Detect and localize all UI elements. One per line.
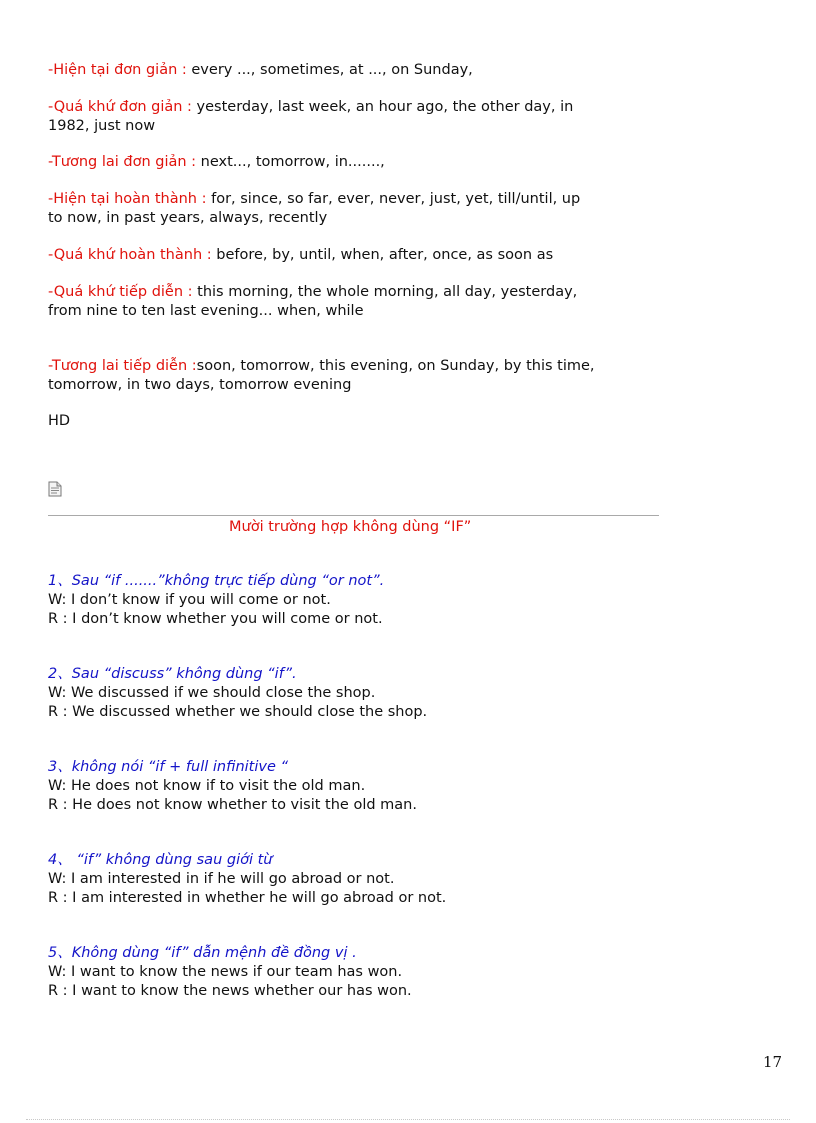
case-heading: 2、Sau “discuss” không dùng “if”. [48, 666, 297, 682]
tense-label: -Hiện tại hoàn thành : [48, 191, 207, 207]
section-title: Mười trường hợp không dùng “IF” [229, 519, 472, 535]
horizontal-divider [48, 515, 659, 516]
tense-markers-continued: 1982, just now [48, 118, 156, 134]
case-heading: 1、Sau “if .......”không trực tiếp dùng “or not”. [48, 573, 385, 589]
tense-line [48, 283, 577, 302]
tense-line [48, 357, 595, 376]
tense-markers: before, by, until, when, after, once, as soon as [211, 247, 554, 263]
page-number: 17 [763, 1053, 783, 1071]
wrong-example: W: He does not know if to visit the old man. [48, 778, 366, 794]
tense-markers: for, since, so far, ever, never, just, yet, till/until, up [206, 191, 581, 207]
note-icon [48, 481, 62, 497]
wrong-example: W: I don’t know if you will come or not. [48, 592, 331, 608]
right-example: R : I want to know the news whether our has won. [48, 983, 412, 999]
tense-label: -Tương lai đơn giản : [48, 154, 197, 170]
wrong-example: W: We discussed if we should close the shop. [48, 685, 376, 701]
wrong-example: W: I am interested in if he will go abroad or not. [48, 871, 395, 887]
tense-label: -Tương lai tiếp diễn : [48, 358, 197, 374]
tense-line [48, 61, 473, 80]
tense-label: -Quá khứ hoàn thành : [48, 247, 212, 263]
tense-line [48, 190, 580, 209]
tense-markers: yesterday, last week, an hour ago, the other day, in [191, 99, 574, 115]
wrong-example: W: I want to know the news if our team has won. [48, 964, 403, 980]
right-example: R : We discussed whether we should close the shop. [48, 704, 428, 720]
right-example: R : I am interested in whether he will go abroad or not. [48, 890, 447, 906]
case-heading: 3、không nói “if + full infinitive “ [48, 759, 289, 775]
tense-markers-continued: to now, in past years, always, recently [48, 210, 328, 226]
case-heading: 5、Không dùng “if” dẫn mệnh đề đồng vị . [48, 945, 357, 961]
tense-label: -Quá khứ đơn giản : [48, 99, 192, 115]
tense-label: -Hiện tại đơn giản : [48, 62, 187, 78]
tense-line [48, 98, 573, 117]
tense-markers-continued: tomorrow, in two days, tomorrow evening [48, 377, 352, 393]
tense-line [48, 246, 553, 265]
tense-label: -Quá khứ tiếp diễn : [48, 284, 193, 300]
hd-note: HD [48, 413, 71, 429]
tense-line [48, 153, 385, 172]
tense-markers: every ..., sometimes, at ..., on Sunday, [186, 62, 473, 78]
footer-divider [26, 1119, 790, 1120]
tense-markers: next..., tomorrow, in......., [196, 154, 385, 170]
tense-markers: soon, tomorrow, this evening, on Sunday, by this time, [196, 358, 595, 374]
right-example: R : I don’t know whether you will come or not. [48, 611, 383, 627]
case-heading: 4、 “if” không dùng sau giới từ [48, 852, 273, 868]
tense-markers-continued: from nine to ten last evening... when, while [48, 303, 364, 319]
tense-markers: this morning, the whole morning, all day, yesterday, [192, 284, 578, 300]
right-example: R : He does not know whether to visit the old man. [48, 797, 417, 813]
